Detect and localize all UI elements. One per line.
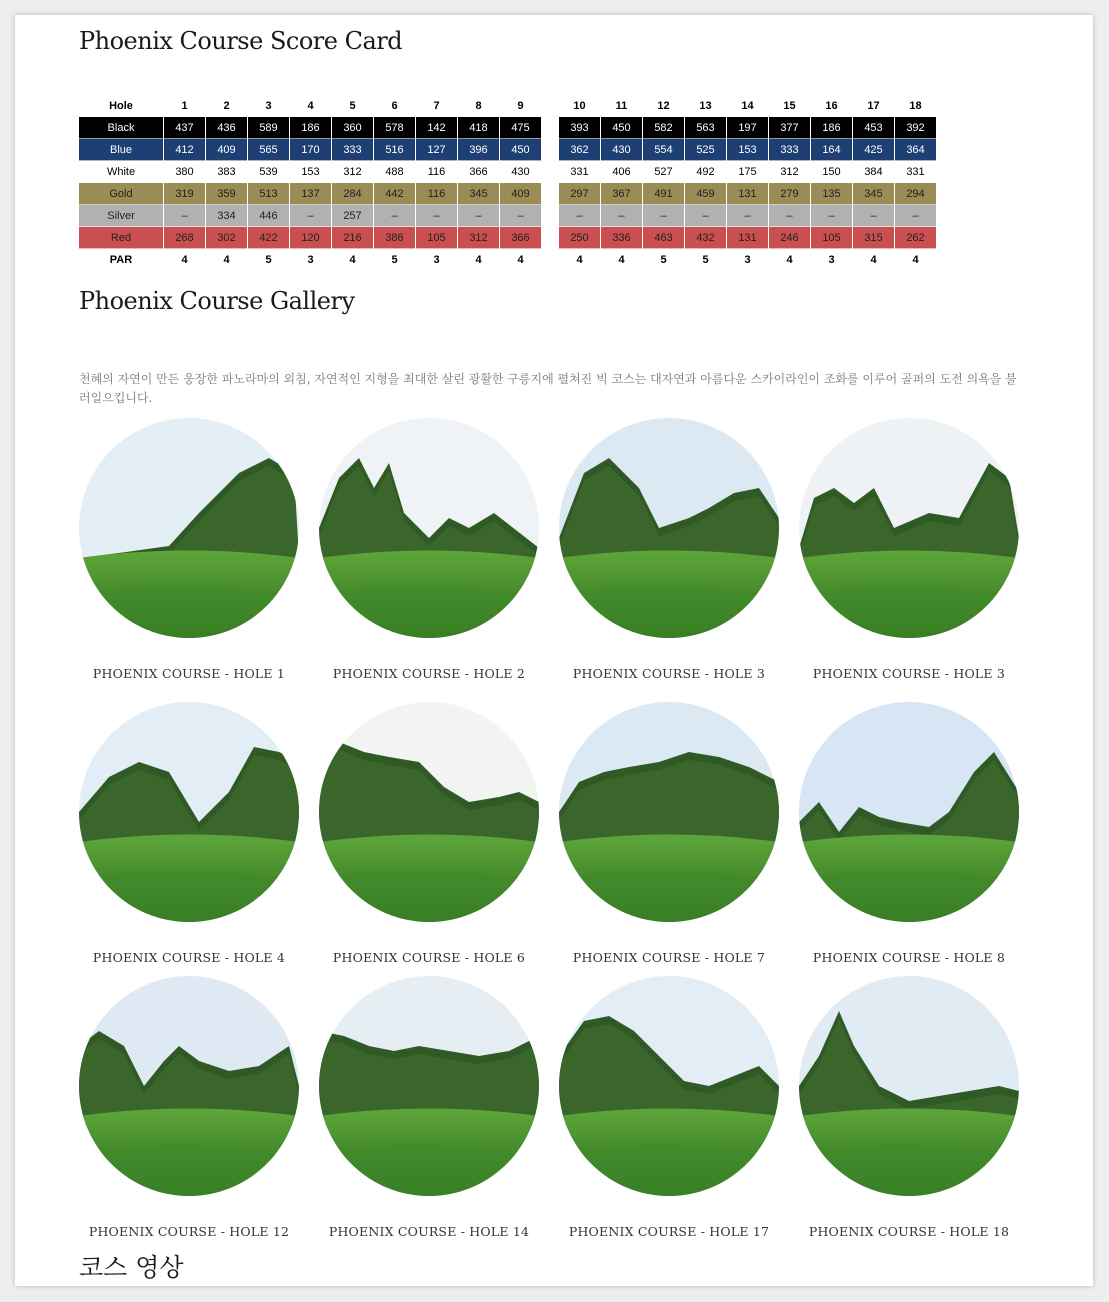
- score-cell: 377: [769, 117, 810, 139]
- score-cell: 527: [643, 161, 684, 183]
- score-cell: 4: [307, 100, 314, 112]
- score-cell: 127: [416, 139, 457, 161]
- score-cell: 197: [727, 117, 768, 139]
- score-cell: 565: [248, 139, 289, 161]
- course-photo[interactable]: [799, 702, 1019, 922]
- row-label: Blue: [79, 139, 163, 161]
- score-cell: 392: [895, 117, 936, 139]
- course-photo[interactable]: [79, 976, 299, 1196]
- score-cell: –: [685, 205, 726, 227]
- score-cell: 186: [290, 117, 331, 139]
- score-cell: 164: [811, 139, 852, 161]
- score-cell: 430: [601, 139, 642, 161]
- score-cell: 1: [181, 100, 188, 112]
- score-cell: 492: [685, 161, 726, 183]
- score-cell: 4: [349, 254, 356, 266]
- score-cell: –: [164, 205, 205, 227]
- gallery-caption: PHOENIX COURSE - HOLE 3: [812, 666, 1006, 681]
- column-gap: [542, 117, 558, 139]
- score-cell: 4: [576, 254, 583, 266]
- score-cell: 4: [517, 254, 524, 266]
- row-label: Gold: [79, 183, 163, 205]
- score-cell: 450: [601, 117, 642, 139]
- score-cell: –: [559, 205, 600, 227]
- row-label: White: [79, 161, 163, 183]
- score-cell: 7: [433, 100, 440, 112]
- score-cell: 364: [895, 139, 936, 161]
- column-gap: [542, 139, 558, 161]
- course-photo[interactable]: [559, 702, 779, 922]
- score-cell: 150: [811, 161, 852, 183]
- gallery-caption: PHOENIX COURSE - HOLE 1: [92, 666, 286, 681]
- gallery-item[interactable]: [799, 702, 1039, 965]
- score-cell: 436: [206, 117, 247, 139]
- gallery-grid: [79, 418, 1079, 1238]
- scorecard-table: [78, 95, 937, 271]
- gallery-item[interactable]: [79, 418, 319, 681]
- score-cell: 135: [811, 183, 852, 205]
- page-container: [15, 15, 1093, 1286]
- score-cell: 418: [458, 117, 499, 139]
- score-cell: 105: [416, 227, 457, 249]
- score-cell: 430: [500, 161, 541, 183]
- course-photo[interactable]: [79, 702, 299, 922]
- score-cell: –: [458, 205, 499, 227]
- score-cell: 582: [643, 117, 684, 139]
- score-cell: 302: [206, 227, 247, 249]
- score-cell: 120: [290, 227, 331, 249]
- course-photo[interactable]: [79, 418, 299, 638]
- score-cell: 409: [206, 139, 247, 161]
- score-cell: 4: [223, 254, 230, 266]
- score-cell: 8: [475, 100, 482, 112]
- score-cell: 384: [853, 161, 894, 183]
- score-cell: –: [895, 205, 936, 227]
- score-cell: 345: [853, 183, 894, 205]
- score-cell: 422: [248, 227, 289, 249]
- score-cell: 5: [391, 254, 398, 266]
- score-cell: 16: [825, 100, 838, 112]
- score-cell: 6: [391, 100, 398, 112]
- score-cell: 175: [727, 161, 768, 183]
- score-cell: 450: [500, 139, 541, 161]
- course-photo[interactable]: [799, 976, 1019, 1196]
- gallery-caption: PHOENIX COURSE - HOLE 7: [572, 950, 766, 965]
- score-cell: 3: [828, 254, 835, 266]
- gallery-item[interactable]: [559, 976, 799, 1239]
- score-cell: 312: [458, 227, 499, 249]
- score-cell: 366: [458, 161, 499, 183]
- score-cell: 186: [811, 117, 852, 139]
- score-cell: 5: [265, 254, 272, 266]
- course-photo[interactable]: [319, 702, 539, 922]
- score-cell: 425: [853, 139, 894, 161]
- score-cell: 279: [769, 183, 810, 205]
- video-title: 코스 영상: [79, 1253, 184, 1282]
- score-cell: 5: [349, 100, 356, 112]
- score-cell: 4: [181, 254, 188, 266]
- score-cell: –: [500, 205, 541, 227]
- score-cell: 367: [601, 183, 642, 205]
- score-cell: 331: [895, 161, 936, 183]
- score-cell: 3: [433, 254, 440, 266]
- tee-row-white: [79, 161, 936, 183]
- row-label: Silver: [79, 205, 163, 227]
- column-gap: [542, 95, 558, 117]
- score-cell: 459: [685, 183, 726, 205]
- score-cell: 315: [853, 227, 894, 249]
- score-cell: 442: [374, 183, 415, 205]
- tee-row-blue: [79, 139, 936, 161]
- score-cell: 333: [769, 139, 810, 161]
- course-photo[interactable]: [559, 976, 779, 1196]
- score-cell: 491: [643, 183, 684, 205]
- score-cell: 170: [290, 139, 331, 161]
- column-gap: [542, 249, 558, 271]
- gallery-title: Phoenix Course Gallery: [79, 287, 355, 315]
- score-cell: 294: [895, 183, 936, 205]
- gallery-item[interactable]: [79, 702, 319, 965]
- score-cell: 386: [374, 227, 415, 249]
- score-cell: 488: [374, 161, 415, 183]
- row-label: Hole: [109, 100, 133, 112]
- score-cell: 412: [164, 139, 205, 161]
- score-cell: 153: [727, 139, 768, 161]
- score-cell: 4: [870, 254, 877, 266]
- score-cell: –: [290, 205, 331, 227]
- score-cell: 13: [699, 100, 712, 112]
- score-cell: 380: [164, 161, 205, 183]
- score-cell: 516: [374, 139, 415, 161]
- column-gap: [542, 161, 558, 183]
- score-cell: 453: [853, 117, 894, 139]
- gallery-caption: PHOENIX COURSE - HOLE 6: [332, 950, 526, 965]
- gallery-caption: PHOENIX COURSE - HOLE 8: [812, 950, 1006, 965]
- course-photo[interactable]: [319, 976, 539, 1196]
- score-cell: 312: [332, 161, 373, 183]
- score-cell: 312: [769, 161, 810, 183]
- score-cell: 360: [332, 117, 373, 139]
- score-cell: 18: [909, 100, 922, 112]
- score-cell: 5: [702, 254, 709, 266]
- scorecard-title: Phoenix Course Score Card: [79, 27, 403, 55]
- score-cell: 345: [458, 183, 499, 205]
- gallery-item[interactable]: [559, 418, 799, 681]
- score-cell: 4: [912, 254, 919, 266]
- column-gap: [542, 183, 558, 205]
- score-cell: 131: [727, 227, 768, 249]
- gallery-caption: PHOENIX COURSE - HOLE 4: [92, 950, 286, 965]
- score-cell: 153: [290, 161, 331, 183]
- score-cell: 589: [248, 117, 289, 139]
- tee-row-silver: [79, 205, 936, 227]
- score-cell: 297: [559, 183, 600, 205]
- score-cell: 142: [416, 117, 457, 139]
- gallery-item[interactable]: [799, 976, 1039, 1239]
- score-cell: 437: [164, 117, 205, 139]
- score-cell: 250: [559, 227, 600, 249]
- score-cell: 396: [458, 139, 499, 161]
- row-label: Black: [79, 117, 163, 139]
- score-cell: 446: [248, 205, 289, 227]
- score-cell: 12: [657, 100, 670, 112]
- gallery-caption: PHOENIX COURSE - HOLE 14: [328, 1224, 530, 1239]
- score-cell: 105: [811, 227, 852, 249]
- score-cell: 366: [500, 227, 541, 249]
- score-cell: 131: [727, 183, 768, 205]
- score-cell: 539: [248, 161, 289, 183]
- score-cell: 284: [332, 183, 373, 205]
- tee-row-black: [79, 117, 936, 139]
- row-label: Red: [79, 227, 163, 249]
- score-cell: 334: [206, 205, 247, 227]
- score-cell: 362: [559, 139, 600, 161]
- gallery-caption: PHOENIX COURSE - HOLE 18: [808, 1224, 1010, 1239]
- score-cell: 262: [895, 227, 936, 249]
- score-cell: 383: [206, 161, 247, 183]
- score-cell: 4: [786, 254, 793, 266]
- gallery-item[interactable]: [319, 976, 559, 1239]
- score-cell: 578: [374, 117, 415, 139]
- score-cell: 5: [660, 254, 667, 266]
- score-cell: 336: [601, 227, 642, 249]
- score-cell: 137: [290, 183, 331, 205]
- score-cell: –: [769, 205, 810, 227]
- score-cell: –: [727, 205, 768, 227]
- score-cell: 3: [265, 100, 272, 112]
- gallery-item[interactable]: [319, 418, 559, 681]
- score-cell: 10: [573, 100, 586, 112]
- score-cell: 3: [744, 254, 751, 266]
- score-cell: 409: [500, 183, 541, 205]
- gallery-item[interactable]: [799, 418, 1039, 681]
- score-cell: 268: [164, 227, 205, 249]
- gallery-item[interactable]: [79, 976, 319, 1239]
- score-cell: 393: [559, 117, 600, 139]
- score-cell: 513: [248, 183, 289, 205]
- score-cell: –: [643, 205, 684, 227]
- gallery-caption: PHOENIX COURSE - HOLE 17: [568, 1224, 770, 1239]
- score-cell: 4: [618, 254, 625, 266]
- score-cell: 563: [685, 117, 726, 139]
- score-cell: –: [374, 205, 415, 227]
- gallery-caption: PHOENIX COURSE - HOLE 3: [572, 666, 766, 681]
- score-cell: 9: [517, 100, 524, 112]
- score-cell: 246: [769, 227, 810, 249]
- row-label: PAR: [109, 254, 133, 266]
- column-gap: [542, 227, 558, 249]
- score-cell: 116: [416, 161, 457, 183]
- score-cell: 216: [332, 227, 373, 249]
- gallery-description: 천혜의 자연이 만든 웅장한 파노라마의 외침, 자연적인 지형을 최대한 살린 광활한 구릉지에 펼쳐진 빅 코스는 대자연과 아름다운 스카이라인이 조화를 이루어 골퍼의 도전 의욕을 불러일으킵니다.: [79, 372, 1017, 405]
- score-cell: 116: [416, 183, 457, 205]
- course-photo[interactable]: [319, 418, 539, 638]
- score-cell: 15: [783, 100, 796, 112]
- score-cell: 319: [164, 183, 205, 205]
- score-cell: 525: [685, 139, 726, 161]
- score-cell: 475: [500, 117, 541, 139]
- hole-header-row: [79, 95, 936, 117]
- score-cell: 406: [601, 161, 642, 183]
- score-cell: 331: [559, 161, 600, 183]
- score-cell: 14: [741, 100, 754, 112]
- gallery-item[interactable]: [559, 702, 799, 965]
- gallery-caption: PHOENIX COURSE - HOLE 2: [332, 666, 526, 681]
- par-row: [79, 249, 936, 271]
- course-photo[interactable]: [799, 418, 1019, 638]
- course-photo[interactable]: [559, 418, 779, 638]
- gallery-caption: PHOENIX COURSE - HOLE 12: [88, 1224, 290, 1239]
- score-cell: 11: [615, 100, 628, 112]
- tee-row-gold: [79, 183, 936, 205]
- score-cell: –: [601, 205, 642, 227]
- score-cell: 359: [206, 183, 247, 205]
- score-cell: 257: [332, 205, 373, 227]
- score-cell: 554: [643, 139, 684, 161]
- score-cell: 3: [307, 254, 314, 266]
- gallery-item[interactable]: [319, 702, 559, 965]
- tee-row-red: [79, 227, 936, 249]
- score-cell: –: [416, 205, 457, 227]
- score-cell: 17: [867, 100, 880, 112]
- score-cell: 2: [223, 100, 230, 112]
- score-cell: 432: [685, 227, 726, 249]
- column-gap: [542, 205, 558, 227]
- score-cell: –: [853, 205, 894, 227]
- score-cell: 4: [475, 254, 482, 266]
- score-cell: –: [811, 205, 852, 227]
- score-cell: 333: [332, 139, 373, 161]
- score-cell: 463: [643, 227, 684, 249]
